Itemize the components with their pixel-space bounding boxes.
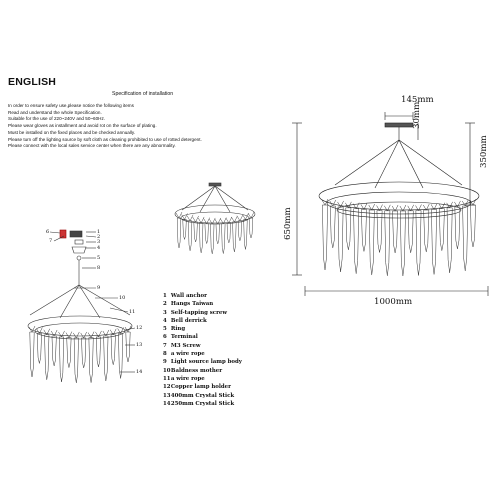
crystal-stick bbox=[126, 332, 130, 362]
dimension-canopy-height: 30mm bbox=[412, 101, 422, 129]
callout-8: 8 bbox=[97, 265, 101, 271]
crystal-stick bbox=[338, 207, 343, 272]
exploded-view bbox=[28, 230, 135, 383]
language-heading: ENGLISH bbox=[8, 76, 57, 88]
crystal-stick bbox=[227, 223, 231, 243]
branch-leaf bbox=[187, 215, 193, 221]
crystal-stick bbox=[177, 218, 181, 248]
crystal-stick bbox=[431, 209, 436, 274]
parts-list-item: 6 Terminal bbox=[163, 334, 198, 341]
parts-list-item: 5 Ring bbox=[163, 326, 186, 333]
crystal-stick bbox=[322, 205, 327, 270]
parts-list-item: 8 a wire rope bbox=[163, 351, 205, 358]
branch-leaf bbox=[73, 332, 79, 338]
crystal-stick bbox=[59, 337, 63, 382]
branch-leaf bbox=[193, 216, 199, 222]
crystal-stick bbox=[408, 211, 413, 253]
parts-list-item: 12 Copper lamp holder bbox=[163, 384, 231, 391]
callout-10: 10 bbox=[119, 295, 126, 301]
crystal-stick bbox=[45, 335, 49, 380]
crystal-stick bbox=[222, 224, 226, 254]
crystal-stick bbox=[233, 222, 237, 252]
callout-11: 11 bbox=[129, 309, 136, 315]
crystal-stick bbox=[81, 338, 85, 368]
crystal-stick bbox=[67, 338, 71, 368]
crystal-stick bbox=[249, 218, 253, 238]
crystal-stick bbox=[104, 336, 108, 381]
crystal-stick bbox=[470, 205, 475, 247]
parts-list bbox=[163, 292, 242, 408]
instruction-line: Read and understand the whole Specification. bbox=[8, 109, 102, 115]
branch-leaf bbox=[231, 216, 237, 222]
branch-leaf bbox=[95, 331, 101, 337]
branch-leaf bbox=[81, 332, 87, 338]
crystal-stick bbox=[216, 224, 220, 244]
callout-14: 14 bbox=[136, 369, 143, 375]
crystal-stick bbox=[30, 332, 34, 377]
dimension-total-width: 1000mm bbox=[374, 297, 413, 307]
callout-1: 1 bbox=[97, 229, 101, 235]
branch-leaf bbox=[66, 332, 72, 338]
spec-title: Specification of installation bbox=[112, 91, 174, 97]
callout-5: 5 bbox=[97, 255, 101, 261]
callout-2: 2 bbox=[97, 234, 101, 240]
crystal-stick bbox=[369, 210, 374, 275]
parts-list-item: 2 Hangs Taiwan bbox=[163, 301, 214, 308]
instruction-line: Must be installed on the fixed places and be checked annually. bbox=[8, 129, 136, 135]
callout-4: 4 bbox=[97, 245, 101, 251]
crystal-stick bbox=[354, 209, 359, 274]
crystal-stick bbox=[447, 208, 452, 273]
branch-leaf bbox=[237, 215, 243, 221]
parts-list-item: 4 Bell derrick bbox=[163, 317, 207, 324]
branch-leaf bbox=[59, 331, 65, 337]
crystal-stick bbox=[244, 219, 248, 249]
instruction-line: Please turn off the lighting source by soft cloth as cleaning prohibited to use of rotted detergent. bbox=[8, 136, 202, 142]
branch-leaf bbox=[88, 332, 94, 338]
callout-7: 7 bbox=[49, 238, 53, 244]
crystal-stick bbox=[74, 338, 78, 383]
crystal-stick bbox=[89, 338, 93, 383]
callout-13: 13 bbox=[136, 342, 143, 348]
crystal-stick bbox=[330, 206, 335, 248]
parts-list-item: 13 400mm Crystal Stick bbox=[163, 392, 235, 399]
elevation-view bbox=[292, 112, 488, 296]
crystal-stick bbox=[194, 222, 198, 242]
callout-12: 12 bbox=[136, 325, 143, 331]
crystal-stick bbox=[377, 210, 382, 252]
parts-list-item: 10 Baldness mother bbox=[163, 367, 223, 374]
branch-leaf bbox=[330, 200, 336, 206]
crystal-stick bbox=[183, 219, 187, 239]
crystal-stick bbox=[439, 209, 444, 251]
perspective-view bbox=[175, 183, 255, 254]
crystal-stick bbox=[393, 211, 398, 253]
instruction-line: In order to ensure safety use,please notice the following items bbox=[8, 103, 134, 108]
crystal-stick bbox=[37, 333, 41, 363]
crystal-stick bbox=[118, 333, 122, 378]
dimension-total-height: 650mm bbox=[283, 207, 293, 240]
crystal-stick bbox=[385, 211, 390, 276]
crystal-stick bbox=[205, 224, 209, 244]
parts-list-item: 7 M3 Screw bbox=[163, 342, 201, 349]
crystal-stick bbox=[361, 209, 366, 251]
crystal-stick bbox=[416, 210, 421, 275]
dimension-canopy-width: 145mm bbox=[401, 95, 434, 105]
instruction-line: Please connect with the local sales service center when there are any abnormality. bbox=[8, 143, 176, 149]
callout-9: 9 bbox=[97, 285, 101, 291]
crystal-stick bbox=[463, 206, 468, 271]
parts-list-item: 14 250mm Crystal Stick bbox=[163, 400, 235, 407]
parts-list-item: 9 Light source lamp body bbox=[163, 359, 242, 366]
parts-list-item: 3 Self-tapping screw bbox=[163, 309, 227, 316]
crystal-stick bbox=[188, 221, 192, 251]
crystal-stick bbox=[96, 337, 100, 367]
crystal-stick bbox=[52, 336, 56, 366]
crystal-stick bbox=[210, 224, 214, 254]
instruction-line: Please wear gloves as installment and avoid rot on the surface of plating. bbox=[8, 123, 157, 129]
crystal-stick bbox=[400, 211, 405, 276]
dimension-frame-height: 350mm bbox=[479, 135, 489, 168]
crystal-stick bbox=[238, 221, 242, 241]
callout-6: 6 bbox=[46, 229, 50, 235]
crystal-stick bbox=[111, 335, 115, 365]
crystal-stick bbox=[424, 210, 429, 252]
callout-3: 3 bbox=[97, 239, 101, 245]
instruction-line: Suitable for the use of 220~240V and 50~60Hz. bbox=[8, 116, 106, 122]
parts-list-item: 11 a wire rope bbox=[163, 375, 205, 382]
parts-list-item: 1 Wall anchor bbox=[163, 293, 207, 299]
crystal-stick bbox=[199, 223, 203, 253]
